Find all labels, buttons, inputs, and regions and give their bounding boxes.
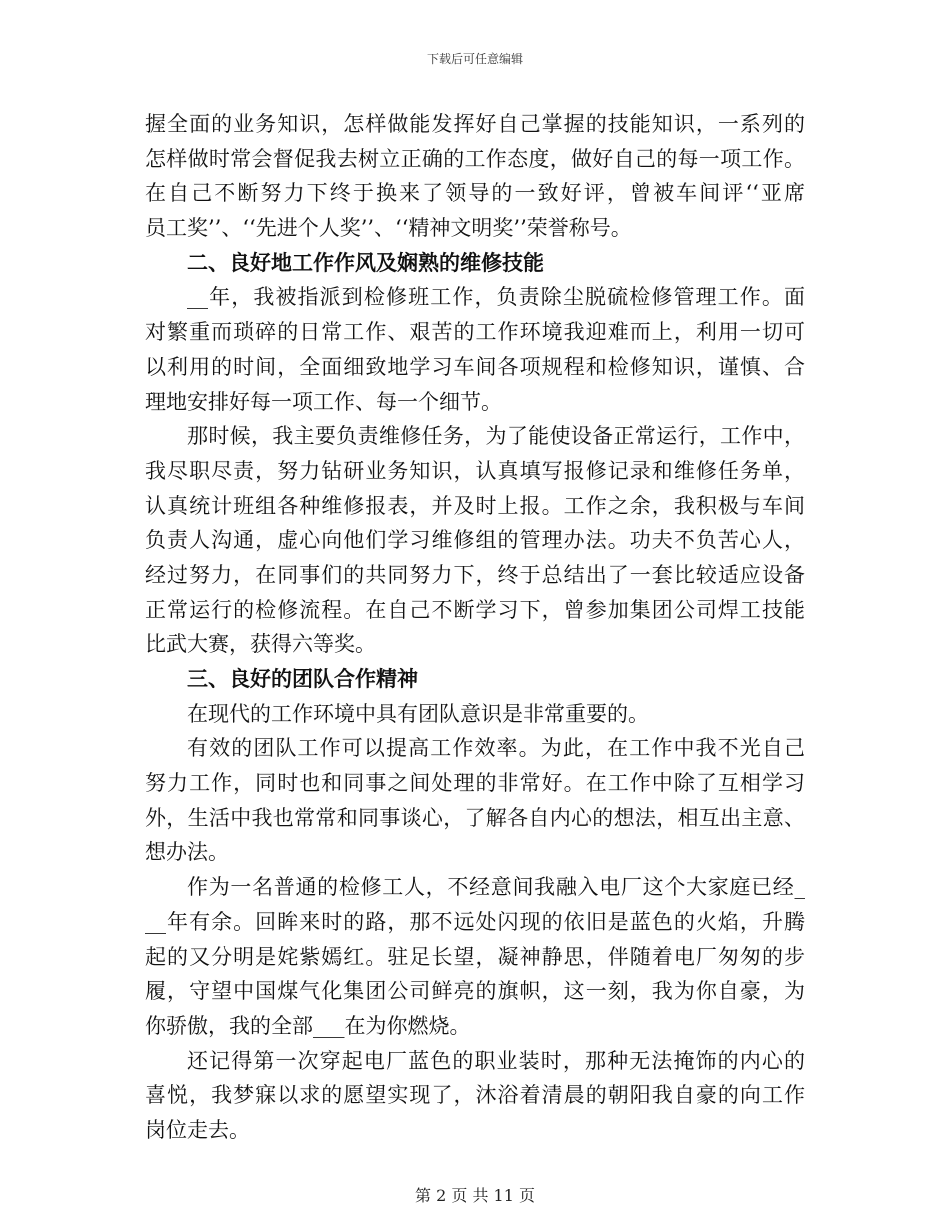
text-line: 负责人沟通，虚心向他们学习维修组的管理办法。功夫不负苦心人，	[145, 528, 805, 553]
text-line: 经过努力，在同事们的共同努力下，终于总结出了一套比较适应设备	[145, 562, 805, 587]
text-line: 理地安排好每一项工作、每一个细节。	[145, 389, 502, 414]
text-line: 比武大赛，获得六等奖。	[145, 632, 376, 657]
page-header: 下载后可任意编辑	[426, 52, 523, 66]
text-line: 在自己不断努力下终于换来了领导的一致好评，曾被车间评‘‘亚席	[145, 181, 805, 206]
text-line: 你骄傲，我的全部___在为你燃烧。	[145, 1013, 471, 1038]
text-line: 起的又分明是姹紫嫣红。驻足长望，凝神静思，伴随着电厂匆匆的步	[145, 944, 805, 969]
page-footer: 第 2 页 共 11 页	[415, 1186, 535, 1205]
text-line: 作为一名普通的检修工人，不经意间我融入电厂这个大家庭已经_	[187, 875, 805, 900]
text-line: 外，生活中我也常常和同事谈心，了解各自内心的想法，相互出主意、	[145, 805, 805, 830]
text-line: 以利用的时间，全面细致地学习车间各项规程和检修知识，谨慎、合	[145, 354, 805, 379]
text-line: 想办法。	[145, 840, 229, 865]
text-line: 那时候，我主要负责维修任务，为了能使设备正常运行，工作中，	[187, 424, 805, 449]
text-line: 履，守望中国煤气化集团公司鲜亮的旗帜，这一刻，我为你自豪，为	[145, 979, 805, 1004]
text-line: 岗位走去。	[145, 1117, 250, 1142]
text-line: 我尽职尽责，努力钻研业务知识，认真填写报修记录和维修任务单，	[145, 458, 805, 483]
section-heading: 三、良好的团队合作精神	[187, 667, 418, 691]
text-line: 喜悦，我梦寐以求的愿望实现了，沐浴着清晨的朝阳我自豪的向工作	[145, 1083, 805, 1108]
text-line: 在现代的工作环境中具有团队意识是非常重要的。	[187, 701, 649, 726]
document-body	[145, 107, 805, 1148]
text-line: 员工奖’’、‘‘先进个人奖’’、‘‘精神文明奖’’荣誉称号。	[145, 216, 632, 241]
text-line: 正常运行的检修流程。在自己不断学习下，曾参加集团公司焊工技能	[145, 597, 805, 622]
text-line: 握全面的业务知识，怎样做能发挥好自己掌握的技能知识，一系列的	[145, 112, 805, 136]
text-line: 有效的团队工作可以提高工作效率。为此，在工作中我不光自己	[187, 736, 805, 761]
text-line: 努力工作，同时也和同事之间处理的非常好。在工作中除了互相学习	[145, 771, 805, 796]
text-line: 对繁重而琐碎的日常工作、艰苦的工作环境我迎难而上，利用一切可	[145, 320, 805, 345]
text-line: __年有余。回眸来时的路，那不远处闪现的依旧是蓝色的火焰，升腾	[145, 909, 805, 934]
text-line: __年，我被指派到检修班工作，负责除尘脱硫检修管理工作。面	[187, 285, 805, 310]
text-line: 怎样做时常会督促我去树立正确的工作态度，做好自己的每一项工作。	[145, 146, 805, 171]
text-line: 认真统计班组各种维修报表，并及时上报。工作之余，我积极与车间	[145, 493, 805, 518]
section-heading: 二、良好地工作作风及娴熟的维修技能	[187, 250, 544, 275]
text-line: 还记得第一次穿起电厂蓝色的职业装时，那种无法掩饰的内心的	[187, 1048, 805, 1073]
